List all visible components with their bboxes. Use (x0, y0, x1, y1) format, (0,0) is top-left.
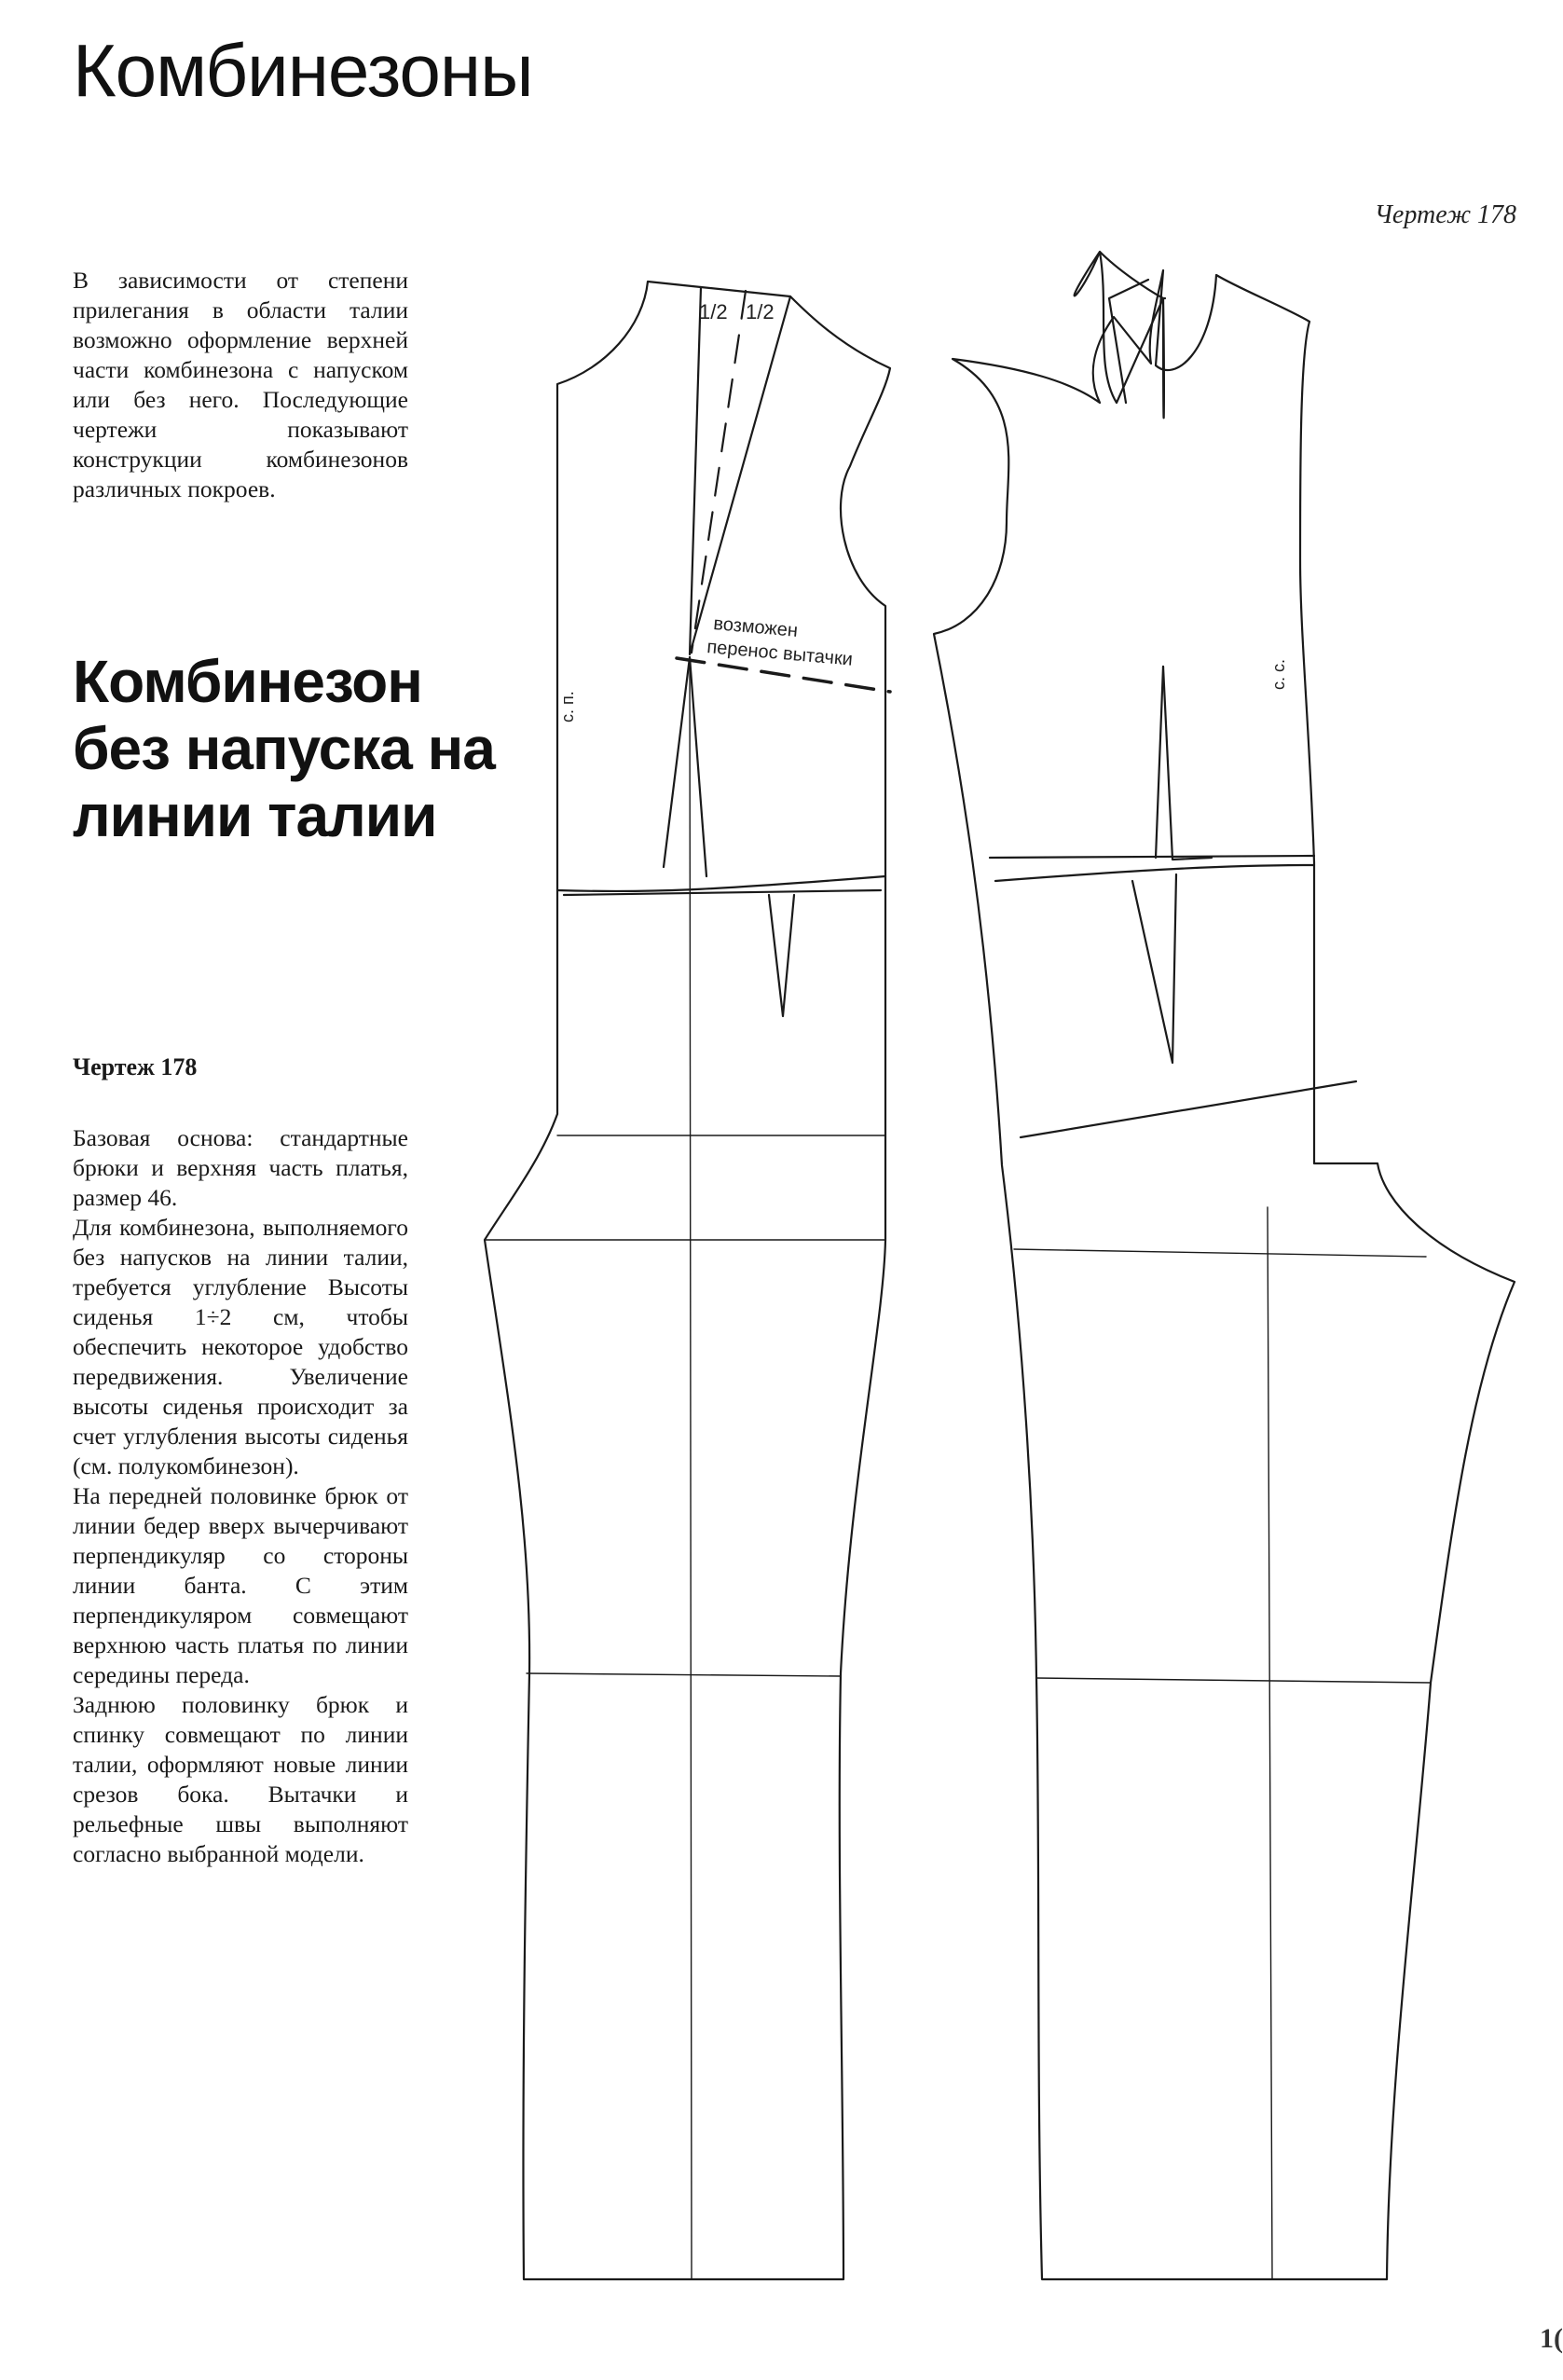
front-bust-dart (690, 287, 790, 654)
body-paragraph-1: Базовая основа: стандартные брюки и верхняя часть платья, размер 46. (73, 1124, 408, 1211)
front-center-label: с. п. (558, 691, 577, 722)
front-waist-line (557, 876, 885, 891)
dart-note-line2: перенос вытачки (706, 637, 854, 670)
back-grain-line (1268, 1207, 1272, 2279)
body-paragraph-3: На передней половинке брюк от линии бедер вверх вычерчивают перпендикуляр со стороны линии банта. С этим перпендикуляром совмещают верхнюю часть платья по линии середины переда. (73, 1482, 408, 1688)
dart-note-line1: возможен (712, 613, 799, 641)
body-paragraph-2: Для комбинезона, выполняемого без напусков на линии талии, требуется углубление Высоты сиденья 1÷2 см, чтобы обеспечить некоторое удобство передвижения. Увеличение высоты сиденья происходит за счет углубления высоты сиденья (см. полукомбинезон). (73, 1214, 408, 1479)
front-grain-line (690, 657, 692, 2279)
back-waist-line (990, 856, 1314, 858)
back-knee-line (1036, 1678, 1431, 1683)
page-title: Комбинезоны (73, 29, 533, 112)
back-hip-line (1021, 1081, 1356, 1137)
page-number: 1( (1540, 2323, 1563, 2354)
back-hip-dart (1132, 874, 1176, 1063)
back-waist-line-2 (995, 865, 1314, 881)
back-center-label: с. с. (1269, 658, 1288, 690)
drawing-subtitle: Чертеж 178 (73, 1053, 198, 1080)
front-hip-dart (769, 895, 794, 1016)
front-waist-dart (664, 657, 706, 876)
back-neck-dart (1109, 280, 1148, 403)
back-waist-dart-2 (1156, 667, 1163, 858)
back-crotch-line (1014, 1249, 1426, 1257)
intro-paragraph: В зависимости от степени прилегания в области талии возможно оформление верхней части комбинезона с напуском или без него. Последующие чертежи показывают конструкции комбинезонов различных покроев. (73, 267, 408, 502)
half-label-right: 1/2 (746, 300, 775, 323)
back-waist-dart (1163, 667, 1212, 860)
front-knee-line (527, 1673, 841, 1676)
half-label-left: 1/2 (699, 300, 728, 323)
section-title: Комбинезон без напуска на линии талии (73, 648, 495, 849)
body-paragraph-4: Заднюю половинку брюк и спинку совмещают по линии талии, оформляют новые линии срезов бока. Вытачки и рельефные швы выполняют согласно выбранной модели. (73, 1691, 408, 1867)
drawing-label: Чертеж 178 (1374, 200, 1516, 229)
back-body-outline (934, 270, 1515, 2279)
front-outline (485, 282, 890, 2279)
